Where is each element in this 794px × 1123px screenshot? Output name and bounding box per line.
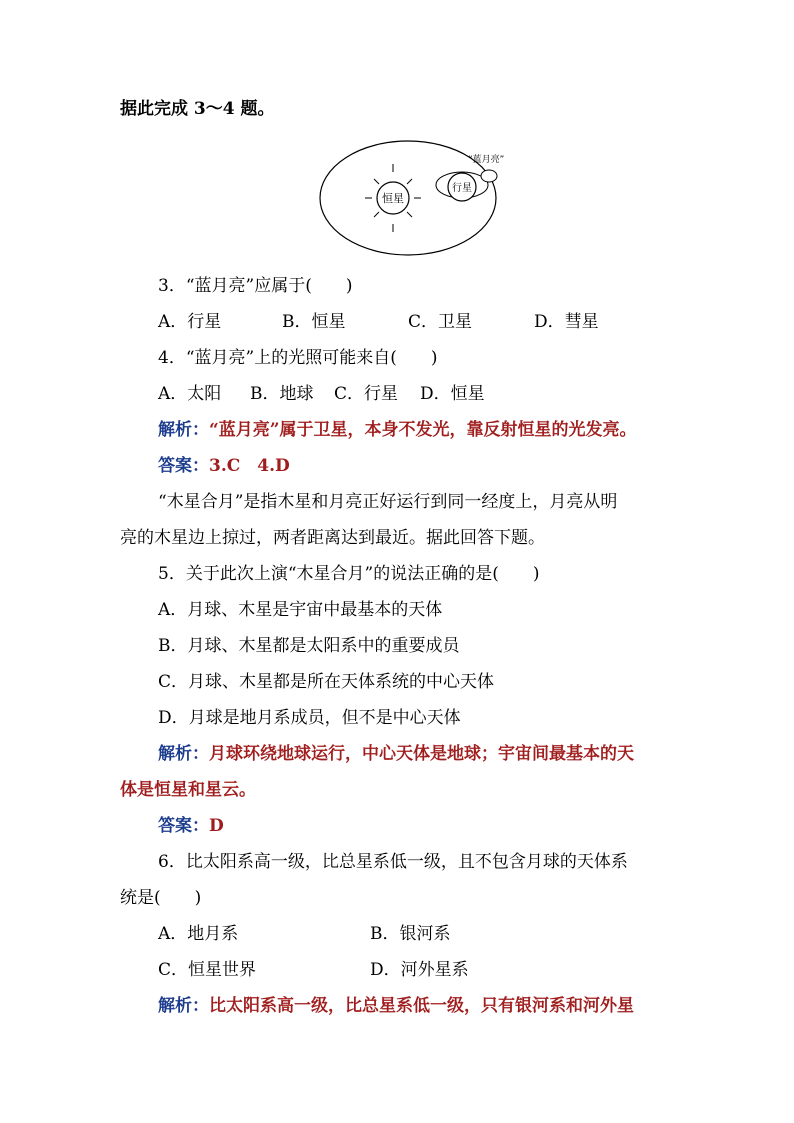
q6-option-c[interactable]: C．恒星世界 bbox=[158, 960, 257, 980]
q5-analysis-line-1 bbox=[158, 742, 634, 766]
q3-option-b[interactable]: B．恒星 bbox=[282, 312, 346, 332]
q5-answer-text: D bbox=[209, 816, 224, 836]
q4-option-b[interactable]: B．地球 bbox=[250, 384, 314, 404]
q6-stem-line-2: 统是( ) bbox=[120, 888, 202, 908]
q5-option-c[interactable]: C．月球、木星都是所在天体系统的中心天体 bbox=[158, 672, 495, 692]
q34-answer bbox=[158, 454, 290, 478]
planet-label: 行星 bbox=[452, 183, 472, 194]
q6-analysis bbox=[158, 994, 634, 1018]
q5-answer bbox=[158, 814, 224, 838]
analysis-label: 解析： bbox=[158, 996, 209, 1016]
q5-option-a[interactable]: A．月球、木星是宇宙中最基本的天体 bbox=[158, 600, 443, 620]
q5-option-d[interactable]: D．月球是地月系成员，但不是中心天体 bbox=[158, 708, 461, 728]
intro-text: 据此完成 3～4 题。 bbox=[120, 99, 275, 119]
q34-analysis bbox=[158, 418, 637, 442]
q34-answer-text: 3.C 4.D bbox=[209, 456, 290, 476]
q6-option-a[interactable]: A．地月系 bbox=[158, 924, 239, 944]
q5-analysis-line-2: 体是恒星和星云。 bbox=[120, 780, 256, 800]
q3-stem: 3．“蓝月亮”应属于( ) bbox=[158, 276, 353, 296]
q5-analysis-text-1: 月球环绕地球运行，中心天体是地球；宇宙间最基本的天 bbox=[209, 744, 634, 764]
q6-analysis-text: 比太阳系高一级，比总星系低一级，只有银河系和河外星 bbox=[209, 996, 634, 1016]
analysis-label: 解析： bbox=[158, 744, 209, 764]
passage-line-1: “木星合月”是指木星和月亮正好运行到同一经度上，月亮从明 bbox=[158, 492, 618, 512]
moon-circle bbox=[481, 170, 497, 182]
q4-stem: 4．“蓝月亮”上的光照可能来自( ) bbox=[158, 348, 438, 368]
q4-option-d[interactable]: D．恒星 bbox=[420, 384, 485, 404]
q4-option-c[interactable]: C．行星 bbox=[334, 384, 399, 404]
star-planet-moon-diagram bbox=[316, 140, 516, 260]
star-label: 恒星 bbox=[382, 192, 404, 205]
answer-label: 答案： bbox=[158, 816, 209, 836]
passage-line-2: 亮的木星边上掠过，两者距离达到最近。据此回答下题。 bbox=[120, 528, 545, 548]
q6-stem-line-1: 6．比太阳系高一级，比总星系低一级，且不包含月球的天体系 bbox=[158, 852, 628, 872]
q5-option-b[interactable]: B．月球、木星都是太阳系中的重要成员 bbox=[158, 636, 460, 656]
q3-option-d[interactable]: D．彗星 bbox=[534, 312, 599, 332]
q3-option-a[interactable]: A．行星 bbox=[158, 312, 222, 332]
q4-option-a[interactable]: A．太阳 bbox=[158, 384, 222, 404]
q6-option-d[interactable]: D．河外星系 bbox=[370, 960, 469, 980]
q6-option-b[interactable]: B．银河系 bbox=[370, 924, 451, 944]
q3-option-c[interactable]: C．卫星 bbox=[408, 312, 473, 332]
q5-stem: 5．关于此次上演“木星合月”的说法正确的是( ) bbox=[158, 564, 540, 584]
q34-analysis-text: “蓝月亮”属于卫星，本身不发光，靠反射恒星的光发亮。 bbox=[209, 420, 637, 440]
answer-label: 答案： bbox=[158, 456, 209, 476]
moon-label: “蓝月亮” bbox=[468, 155, 505, 165]
analysis-label: 解析： bbox=[158, 420, 209, 440]
